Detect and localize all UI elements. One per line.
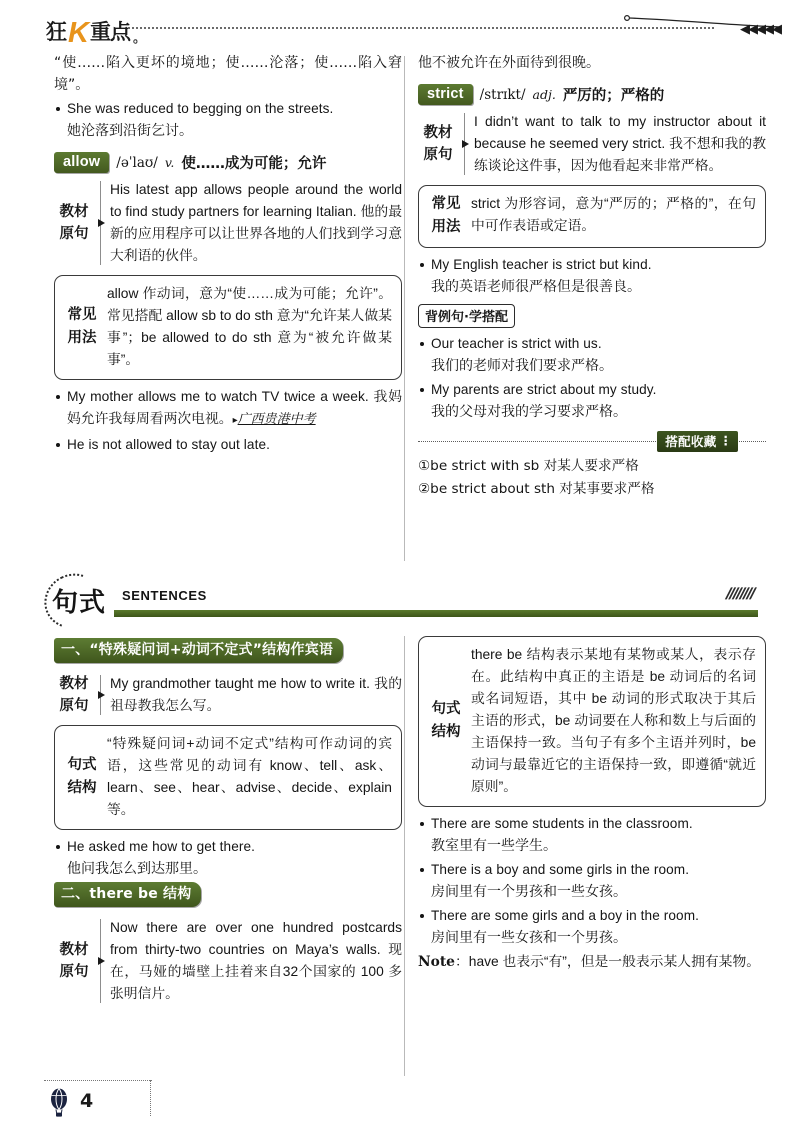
example-cn: 我妈妈允许我每周看两次电视。 <box>67 389 402 426</box>
source-label-line1: 教材 <box>59 204 89 220</box>
collect-badge <box>657 431 738 452</box>
source-label-line1: 教材 <box>59 676 89 692</box>
continued-meaning-text: “使……陷入更坏的境地；使……沦落；使……陷入窘境”。 <box>54 55 402 93</box>
usage-box-strict <box>418 185 766 248</box>
section-title-en: SENTENCES <box>122 588 207 603</box>
sentences-section-header <box>44 578 760 624</box>
brand-suffix: 重点 <box>89 21 130 44</box>
example-cn: 她沦落到沿街乞讨。 <box>67 123 193 139</box>
source-divider-marker-icon <box>94 179 108 267</box>
example-cn: 教室里有一些学生。 <box>431 838 557 854</box>
usage-label <box>425 193 467 239</box>
structure-box-1 <box>54 725 402 830</box>
list-item <box>54 434 402 455</box>
example-en: My parents are strict about my study. <box>431 382 657 397</box>
right-column-lower <box>418 636 766 973</box>
phonetic-text: /strɪkt/ <box>479 86 526 103</box>
column-divider-upper <box>404 56 405 561</box>
note-text: ：have 也表示“有”，但是一般表示某人拥有某物。 <box>454 954 761 969</box>
collect-badge-marks-icon: ⋮ <box>719 432 731 448</box>
top-translation-text: 他不被允许在外面待到很晚。 <box>418 55 600 71</box>
source-label-line1: 教材 <box>59 942 89 958</box>
structure-text: there be 结构表示某地有某物或某人，表示存在。此结构中真正的主语是 be 动词后的名词或名词短语，其中 be 动词的形式取决于其后主语的形式，be 动词要在人称和数上与后面的主语保持一致。当句子有多个主语并列时，be 动词与最靠近它的主语保持一致，即遵循“就近原则”。 <box>471 647 756 794</box>
example-en: He is not allowed to stay out late. <box>67 437 270 452</box>
note-block <box>418 951 766 973</box>
source-label-line2: 原句 <box>423 147 453 163</box>
list-item: My mother allows me to watch TV twice a week. 我妈妈允许我每周看两次电视。▸广西贵港中考 <box>54 386 402 432</box>
collocation-divider <box>418 431 766 451</box>
right-column-upper <box>418 52 766 501</box>
example-en: He asked me how to get there. <box>67 839 256 854</box>
source-label-line2: 原句 <box>59 698 89 714</box>
usage-label-line1: 常见 <box>431 196 461 212</box>
section-green-bar <box>114 610 758 617</box>
source-sentence: Now there are over one hundred postcards from thirty-two countries on Maya’s walls. 现在，马娅的墙壁上挂着来自32个国家的 100 多张明信片。 <box>110 920 402 1001</box>
word-entry-strict <box>418 84 766 105</box>
word-tag: allow <box>54 152 109 173</box>
usage-label-line2: 用法 <box>431 219 461 235</box>
usage-label-line1: 常见 <box>67 307 97 323</box>
source-label <box>418 111 458 177</box>
header-arrows-icon: ◀◀◀◀◀ <box>740 21 780 36</box>
source-divider-marker-icon <box>94 917 108 1005</box>
source-sentence: I didn’t want to talk to my instructor about it because he seemed very strict. 我不想和我的教练谈论这件事，因为他看起来非常严格。 <box>474 114 766 173</box>
section-title-cn: 句式 <box>52 588 107 618</box>
example-en: There is a boy and some girls in the room. <box>431 862 690 877</box>
list-item <box>418 379 766 400</box>
brand-prefix: 狂 <box>46 21 66 44</box>
example-cn: 我的英语老师很严格但是很善良。 <box>431 279 641 295</box>
source-label <box>54 917 94 1005</box>
subsection-heading-2: 二、there be 结构 <box>54 882 201 907</box>
footer-vertical-dotted-rule <box>150 1080 151 1116</box>
definition-text: 严厉的；严格的 <box>562 88 665 104</box>
textbook-source-block <box>54 917 402 1005</box>
collocation-item: ①be strict with sb 对某人要求严格 <box>418 458 639 474</box>
example-cn: 我们的老师对我们要求严格。 <box>431 358 613 374</box>
example-cn: 房间里有一些女孩和一个男孩。 <box>431 930 627 946</box>
column-divider-lower <box>404 636 405 1076</box>
brand-k-letter: K <box>68 17 88 49</box>
part-of-speech: v. <box>164 155 175 170</box>
word-entry-allow <box>54 152 402 173</box>
structure-label-line2: 结构 <box>431 724 461 740</box>
example-en: There are some girls and a boy in the room. <box>431 908 699 923</box>
structure-label-line1: 句式 <box>431 701 461 717</box>
list-item <box>418 859 766 880</box>
source-sentence: His latest app allows people around the world to find study partners for learning Italian. 他的最新的应用程序可以让世界各地的人们找到学习意大利语的伙伴。 <box>110 182 402 263</box>
list-item <box>54 836 402 857</box>
left-column-lower <box>54 636 402 1013</box>
source-sentence: My grandmother taught me how to write it. 我的祖母教我怎么写。 <box>110 676 402 713</box>
collect-badge-label: 搭配收藏 <box>665 433 717 449</box>
usage-label-line2: 用法 <box>67 330 97 346</box>
part-of-speech: adj. <box>532 87 556 102</box>
usage-text: strict 为形容词，意为“严厉的；严格的”，在句中可作表语或定语。 <box>471 196 756 233</box>
list-item <box>418 905 766 926</box>
example-en: There are some students in the classroom. <box>431 816 693 831</box>
list-item <box>418 813 766 834</box>
example-cn: 我的父母对我的学习要求严格。 <box>431 404 627 420</box>
textbook-source-block <box>54 673 402 717</box>
structure-text: “特殊疑问词+动词不定式”结构可作动词的宾语，这些常见的动词有 know、tell、ask、learn、see、hear、advise、decide、explain 等。 <box>107 736 392 817</box>
subsection-heading-1: 一、“特殊疑问词+动词不定式”结构作宾语 <box>54 638 343 663</box>
list-item <box>54 98 402 119</box>
example-en: My mother allows me to watch TV twice a week. <box>67 389 369 404</box>
source-divider-marker-icon <box>94 673 108 717</box>
list-item <box>418 333 766 354</box>
structure-label <box>61 733 103 821</box>
page-number: 4 <box>80 1090 94 1112</box>
footer-dotted-rule <box>44 1080 152 1081</box>
structure-label-line2: 结构 <box>67 780 97 796</box>
list-item <box>418 254 766 275</box>
example-cn: 他问我怎么到达那里。 <box>67 861 207 877</box>
left-column-upper <box>54 52 402 456</box>
example-en: She was reduced to begging on the streets. <box>67 101 334 116</box>
source-label <box>54 179 94 267</box>
definition-text: 使……成为可能；允许 <box>181 156 327 172</box>
source-label-line2: 原句 <box>59 226 89 242</box>
usage-text: allow 作动词，意为“使……成为可能；允许”。常见搭配 allow sb to do sth 意为“允许某人做某事”；be allowed to do sth 意为“被允许做某事”。 <box>107 286 392 367</box>
section-hatch-icon: //////// <box>723 586 757 603</box>
example-cn: 房间里有一个男孩和一些女孩。 <box>431 884 627 900</box>
source-divider-marker-icon <box>458 111 472 177</box>
note-label: Note <box>418 954 455 970</box>
practice-badge: 背例句·学搭配 <box>418 304 515 328</box>
exam-source-tag: 广西贵港中考 <box>237 412 316 427</box>
example-en: Our teacher is strict with us. <box>431 336 602 351</box>
usage-label <box>61 283 103 371</box>
structure-label-line1: 句式 <box>67 757 97 773</box>
textbook-source-block <box>54 179 402 267</box>
hot-air-balloon-icon <box>46 1088 72 1118</box>
structure-label <box>425 644 467 798</box>
collocation-item: ②be strict about sth 对某事要求严格 <box>418 481 655 497</box>
structure-box-2 <box>418 636 766 807</box>
word-tag: strict <box>418 84 473 105</box>
source-label-line1: 教材 <box>423 125 453 141</box>
example-en: My English teacher is strict but kind. <box>431 257 652 272</box>
source-label-line2: 原句 <box>59 964 89 980</box>
phonetic-text: /əˈlaʊ/ <box>116 154 158 171</box>
source-label <box>54 673 94 717</box>
usage-box-allow <box>54 275 402 380</box>
textbook-source-block <box>418 111 766 177</box>
page-footer <box>44 1082 164 1118</box>
brand-dot: 。 <box>132 30 145 45</box>
